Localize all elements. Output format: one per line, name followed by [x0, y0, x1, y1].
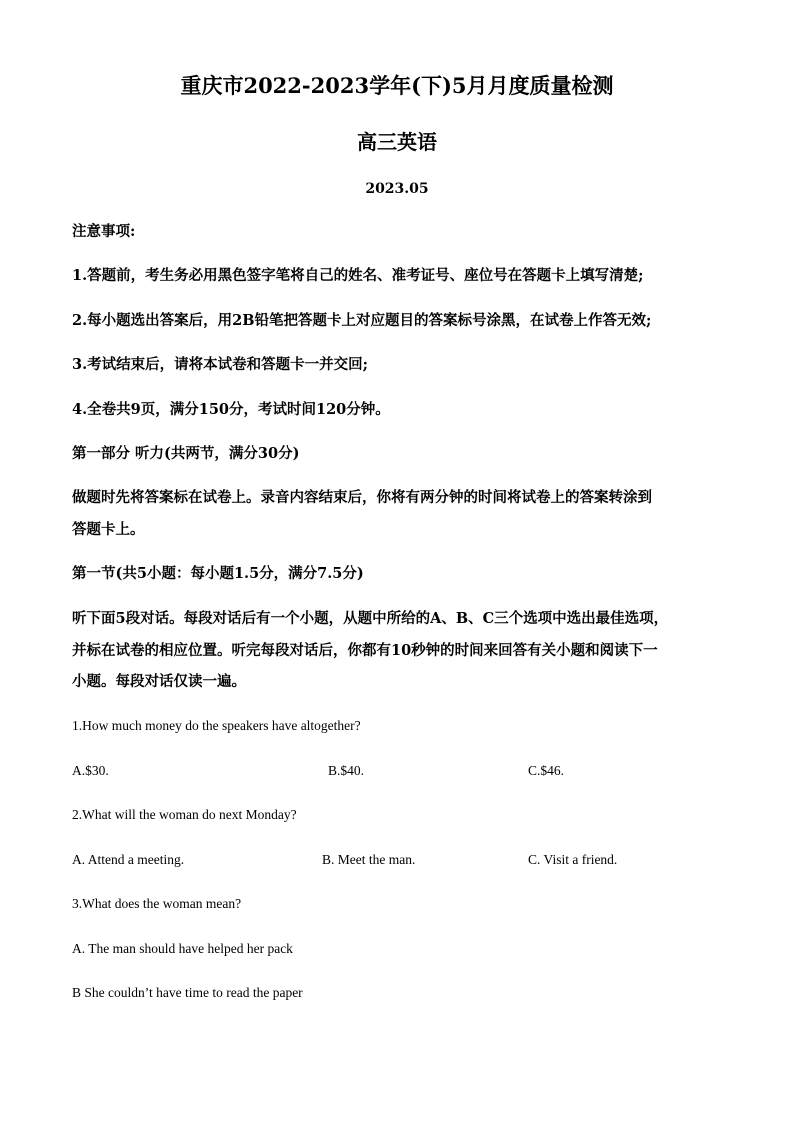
notice-item: 2.每小题选出答案后，用2B铅笔把答题卡上对应题目的答案标号涂黑，在试卷上作答无效;: [72, 312, 652, 329]
part1-instruction: 做题时先将答案标在试卷上。录音内容结束后，你将有两分钟的时间将试卷上的答案转涂到: [72, 489, 652, 506]
question-option: B. Meet the man.: [322, 852, 416, 867]
question-option: B She couldn’t have time to read the paper: [72, 985, 303, 1000]
question-stem: 3.What does the woman mean?: [72, 896, 242, 911]
section1-heading: 第一节(共5小题：每小题1.5分，满分7.5分): [72, 565, 364, 582]
section1-instruction: 小题。每段对话仅读一遍。: [72, 673, 246, 690]
notice-item: 1.答题前，考生务必用黑色签字笔将自己的姓名、准考证号、座位号在答题卡上填写清楚;: [72, 267, 644, 284]
question-option: C.$46.: [528, 763, 565, 778]
part1-instruction: 答题卡上。: [72, 521, 145, 538]
question-stem: 1.How much money do the speakers have altogether?: [72, 718, 361, 733]
notice-heading: 注意事项:: [72, 223, 136, 240]
question-option: C. Visit a friend.: [528, 852, 618, 867]
question-option: A. Attend a meeting.: [72, 852, 185, 867]
question-option: A.$30.: [72, 763, 109, 778]
question-stem: 2.What will the woman do next Monday?: [72, 807, 297, 822]
question-option: B.$40.: [328, 763, 365, 778]
question-option: A. The man should have helped her pack: [72, 941, 293, 956]
section1-instruction: 听下面5段对话。每段对话后有一个小题，从题中所给的A、B、C三个选项中选出最佳选项，: [72, 610, 669, 627]
exam-date: 2023.05: [365, 181, 429, 197]
notice-item: 4.全卷共9页，满分150分，考试时间120分钟。: [72, 401, 390, 418]
section1-instruction: 并标在试卷的相应位置。听完每段对话后，你都有10秒钟的时间来回答有关小题和阅读下一: [72, 642, 658, 659]
notice-item: 3.考试结束后，请将本试卷和答题卡一并交回;: [72, 356, 368, 373]
part1-heading: 第一部分 听力(共两节，满分30分): [72, 445, 300, 462]
subject-title: 高三英语: [357, 130, 437, 154]
exam-title: 重庆市2022-2023学年(下)5月月度质量检测: [180, 73, 614, 98]
